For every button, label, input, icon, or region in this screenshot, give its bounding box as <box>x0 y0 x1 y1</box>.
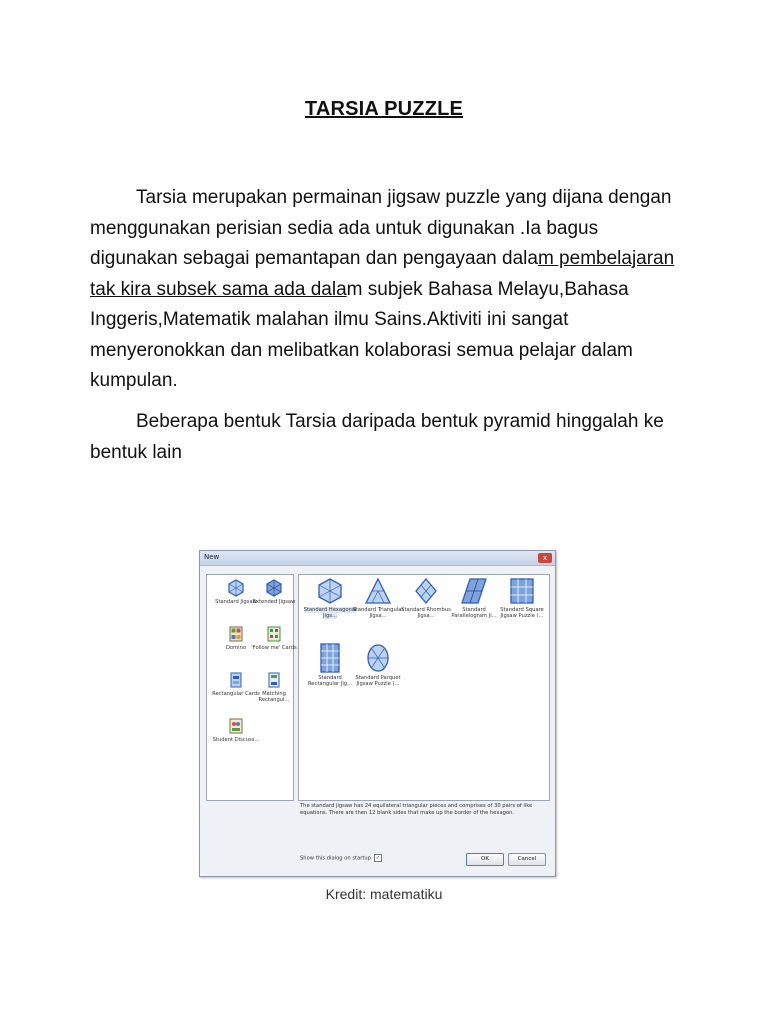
template-label: Standard Parallelogram Ji... <box>451 607 497 619</box>
document-title: TARSIA PUZZLE <box>304 98 464 120</box>
square-grid-icon <box>508 577 536 605</box>
startup-option <box>300 854 382 862</box>
matching-cards-icon <box>265 671 283 689</box>
template-pane <box>298 574 550 801</box>
paragraph-intro-text-a: Tarsia merupakan permainan jigsaw puzzle yang dijana dengan menggunakan perisian sedia ada untuk digunakan .Ia bagus digunakan sebagai pemantapan dan pengayaan dala <box>90 187 672 269</box>
triangle-icon <box>364 577 392 605</box>
template-parallelogram[interactable] <box>447 577 501 619</box>
template-triangular[interactable] <box>351 577 405 619</box>
template-label: Standard Square Jigsaw Puzzle (... <box>500 607 544 619</box>
hexagon-puzzle-icon <box>227 579 245 597</box>
template-label: Standard Rectangular Jig... <box>307 675 353 687</box>
cards-icon <box>265 625 283 643</box>
hexagon-puzzle-icon <box>265 579 283 597</box>
template-label: Standard Parquet Jigsaw Puzzle (... <box>355 675 401 687</box>
ok-button[interactable]: OK <box>466 853 504 866</box>
category-label: Student Discuss... <box>212 737 260 743</box>
parallelogram-icon <box>460 577 488 605</box>
rhombus-icon <box>412 577 440 605</box>
template-parquet[interactable] <box>351 643 405 687</box>
category-label: Rectangular Cards <box>212 691 260 697</box>
category-student-discussion[interactable] <box>209 717 263 743</box>
category-pane <box>206 574 297 801</box>
image-credit: Kredit: matematiku <box>325 886 443 902</box>
template-description: The standard jigsaw has 24 equilateral triangular pieces and comprises of 30 pairs of like equations. There are then 12 blank sides that make up the border of the hexagon. <box>300 803 533 816</box>
category-label: Matching Rectangul... <box>258 691 290 703</box>
startup-checkbox[interactable]: ✓ <box>375 855 381 861</box>
category-label: Standard Jigsaw <box>215 599 257 605</box>
parquet-icon <box>364 643 392 673</box>
dialog-close-button[interactable]: x <box>538 553 552 563</box>
category-label: Extended Jigsaw <box>252 599 296 605</box>
student-discussion-icon <box>227 717 245 735</box>
template-hexagonal[interactable] <box>303 577 357 619</box>
hexagon-icon <box>316 577 344 605</box>
category-follow-me-cards[interactable] <box>247 625 301 651</box>
rectangular-cards-icon <box>227 671 245 689</box>
paragraph-intro-text-b: m subjek Bahasa Melayu,Bahasa Inggeris,Matematik malahan ilmu Sains.Aktiviti ini sangat menyeronokkan dan melibatkan kolaborasi semua pelajar dalam kumpulan. <box>90 278 633 391</box>
template-label: Standard Triangular Jigsa... <box>352 607 404 619</box>
category-label: 'Follow me' Cards <box>251 645 297 651</box>
category-extended-jigsaw[interactable] <box>247 579 301 605</box>
startup-label: Show this dialog on startup <box>300 855 372 862</box>
paragraph-intro <box>90 183 690 397</box>
domino-icon <box>227 625 245 643</box>
dialog-titlebar <box>200 551 555 566</box>
paragraph-shapes-text: Beberapa bentuk Tarsia daripada bentuk pyramid hinggalah ke bentuk lain <box>90 411 664 463</box>
template-label: Standard Rhombus Jigsa... <box>401 607 451 619</box>
new-dialog-screenshot <box>199 550 556 877</box>
paragraph-shapes <box>90 407 690 468</box>
category-matching-rectangular[interactable] <box>247 671 301 703</box>
template-square[interactable] <box>495 577 549 619</box>
template-rectangular[interactable] <box>303 643 357 687</box>
cancel-button[interactable]: Cancel <box>508 853 546 866</box>
category-label: Domino <box>225 645 247 651</box>
template-rhombus[interactable] <box>399 577 453 619</box>
template-label: Standard Hexagonal Jigs... <box>303 607 357 619</box>
paragraph-intro-underlined: m pembelajaran tak kira subsek sama ada dala <box>90 248 675 300</box>
rectangle-grid-icon <box>316 643 344 673</box>
dialog-title: New <box>204 553 220 561</box>
